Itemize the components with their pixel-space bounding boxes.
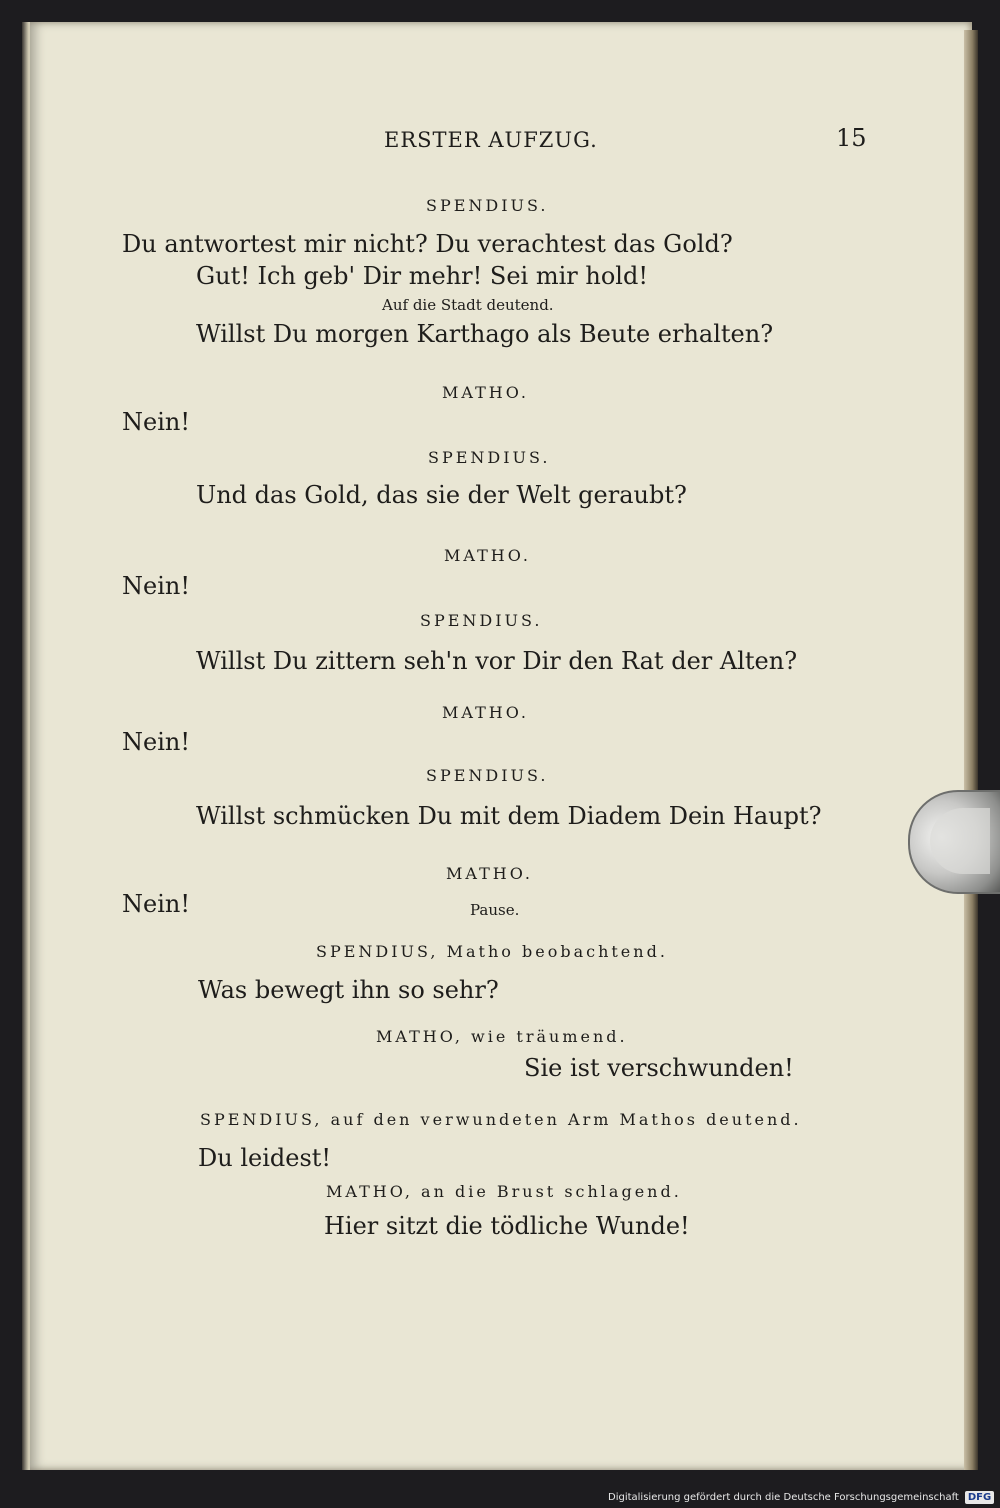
speaker-label: SPENDIUS. xyxy=(426,766,549,785)
verse-line: Du antwortest mir nicht? Du verachtest das Gold? xyxy=(122,230,733,258)
verse-line: Hier sitzt die tödliche Wunde! xyxy=(324,1212,690,1240)
verse-line: Sie ist verschwunden! xyxy=(524,1054,794,1082)
speaker-label: MATHO. xyxy=(446,864,533,883)
verse-line: Willst Du zittern seh'n vor Dir den Rat der Alten? xyxy=(196,647,798,675)
verse-line: Und das Gold, das sie der Welt geraubt? xyxy=(196,481,687,509)
speaker-label: SPENDIUS, Matho beobachtend. xyxy=(316,942,668,961)
verse-line: Nein! xyxy=(122,890,190,918)
verse-line: Du leidest! xyxy=(198,1144,332,1172)
verse-line: Willst Du morgen Karthago als Beute erhalten? xyxy=(196,320,774,348)
speaker-label: MATHO. xyxy=(444,546,531,565)
verse-line: Nein! xyxy=(122,728,190,756)
dfg-logo: DFG xyxy=(965,1491,994,1504)
speaker-label: MATHO. xyxy=(442,703,529,722)
verse-line: Was bewegt ihn so sehr? xyxy=(198,976,499,1004)
speaker-label: SPENDIUS, auf den verwundeten Arm Mathos deutend. xyxy=(200,1110,802,1129)
page-edge xyxy=(964,30,978,1470)
digitization-footer xyxy=(608,1486,1000,1508)
verse-line: Willst schmücken Du mit dem Diadem Dein Haupt? xyxy=(196,802,822,830)
speaker-label: MATHO. xyxy=(442,383,529,402)
verse-line: Nein! xyxy=(122,572,190,600)
speaker-label: SPENDIUS. xyxy=(426,196,549,215)
stage-direction: Pause. xyxy=(470,901,520,919)
digitization-credit: Digitalisierung gefördert durch die Deutsche Forschungsgemeinschaft xyxy=(608,1491,959,1503)
verse-line: Nein! xyxy=(122,408,190,436)
speaker-label: MATHO, an die Brust schlagend. xyxy=(326,1182,682,1201)
speaker-label: SPENDIUS. xyxy=(428,448,551,467)
speaker-label: SPENDIUS. xyxy=(420,611,543,630)
verse-line: Gut! Ich geb' Dir mehr! Sei mir hold! xyxy=(196,262,648,290)
stage-direction: Auf die Stadt deutend. xyxy=(382,296,554,314)
page-number: 15 xyxy=(836,124,867,152)
page-clip-highlight xyxy=(930,808,990,874)
speaker-label: MATHO, wie träumend. xyxy=(376,1027,628,1046)
running-title: ERSTER AUFZUG. xyxy=(384,128,598,152)
